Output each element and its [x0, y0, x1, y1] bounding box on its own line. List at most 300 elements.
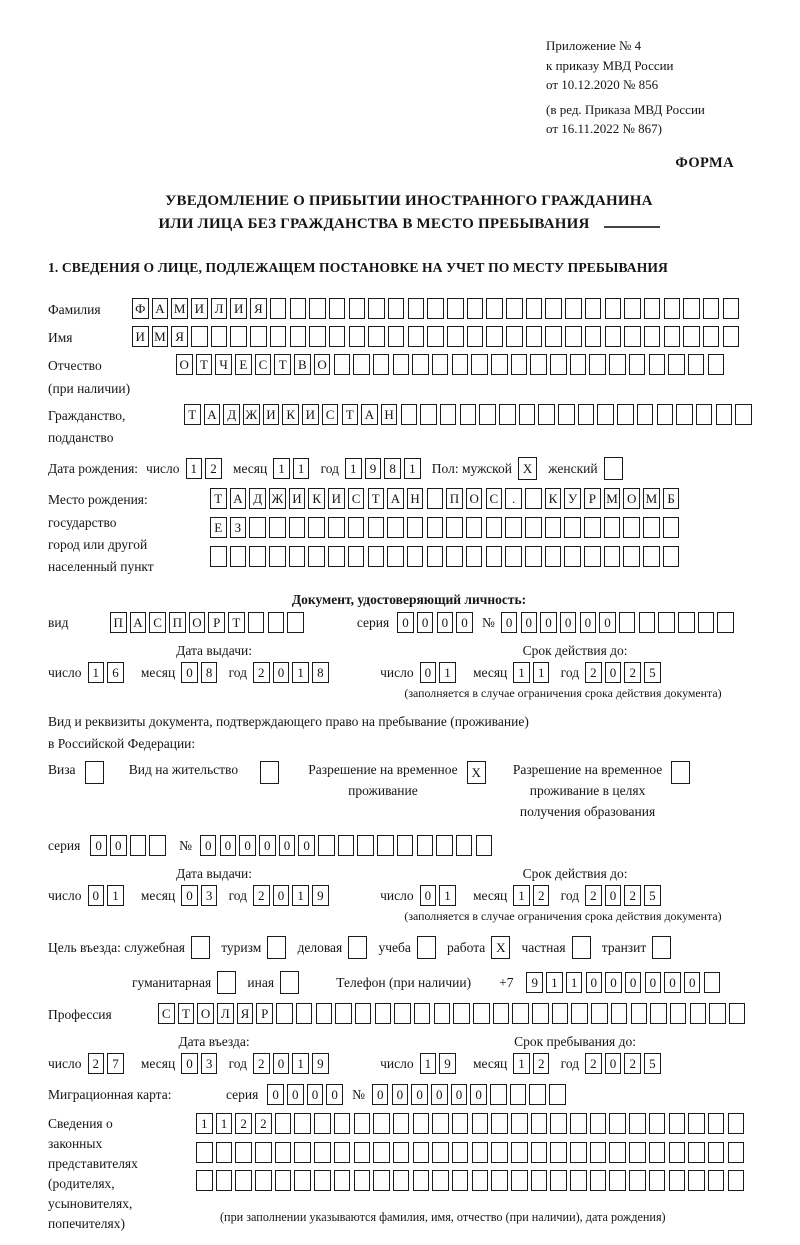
char-box[interactable]	[650, 1003, 667, 1024]
char-box[interactable]	[349, 326, 366, 347]
char-box[interactable]	[688, 354, 705, 375]
char-box[interactable]	[506, 298, 523, 319]
char-box[interactable]: 2	[533, 885, 550, 906]
char-box[interactable]	[590, 1113, 607, 1134]
char-box[interactable]	[334, 354, 351, 375]
char-box[interactable]: 1	[439, 885, 456, 906]
char-box[interactable]: 1	[513, 1053, 530, 1074]
char-box[interactable]	[511, 354, 528, 375]
char-box[interactable]: 0	[267, 1084, 284, 1105]
char-box[interactable]: 0	[392, 1084, 409, 1105]
char-box[interactable]	[708, 354, 725, 375]
char-box[interactable]	[314, 1142, 331, 1163]
char-box[interactable]	[335, 1003, 352, 1024]
char-box[interactable]: О	[314, 354, 331, 375]
char-box[interactable]: 1	[186, 458, 203, 479]
char-box[interactable]: И	[289, 488, 306, 509]
char-box[interactable]	[353, 354, 370, 375]
char-box[interactable]: 2	[624, 885, 641, 906]
char-box[interactable]	[728, 1113, 745, 1134]
char-box[interactable]	[698, 612, 715, 633]
char-box[interactable]	[211, 326, 228, 347]
char-box[interactable]	[329, 298, 346, 319]
char-box[interactable]	[609, 1113, 626, 1134]
char-box[interactable]	[275, 1170, 292, 1191]
char-box[interactable]: 0	[181, 1053, 198, 1074]
char-box[interactable]: 1	[292, 662, 309, 683]
char-box[interactable]	[505, 546, 522, 567]
char-box[interactable]	[531, 1170, 548, 1191]
char-box[interactable]	[453, 1003, 470, 1024]
char-box[interactable]: 0	[605, 662, 622, 683]
char-box[interactable]	[531, 1113, 548, 1134]
char-box[interactable]: .	[505, 488, 522, 509]
char-box[interactable]	[728, 1170, 745, 1191]
char-box[interactable]: 2	[624, 662, 641, 683]
char-box[interactable]	[631, 1003, 648, 1024]
char-box[interactable]	[669, 1170, 686, 1191]
char-box[interactable]	[355, 1003, 372, 1024]
char-box[interactable]: Р	[256, 1003, 273, 1024]
char-box[interactable]: И	[263, 404, 280, 425]
char-box[interactable]	[432, 1170, 449, 1191]
char-box[interactable]	[511, 1170, 528, 1191]
char-box[interactable]	[268, 612, 285, 633]
char-box[interactable]	[604, 517, 621, 538]
char-box[interactable]: Т	[274, 354, 291, 375]
char-box[interactable]	[472, 1142, 489, 1163]
char-box[interactable]: 0	[88, 885, 105, 906]
char-box[interactable]	[629, 1113, 646, 1134]
char-box[interactable]	[590, 1142, 607, 1163]
char-box[interactable]	[417, 936, 436, 959]
char-box[interactable]	[348, 936, 367, 959]
char-box[interactable]: И	[191, 298, 208, 319]
char-box[interactable]	[338, 835, 355, 856]
char-box[interactable]: А	[387, 488, 404, 509]
char-box[interactable]: М	[152, 326, 169, 347]
char-box[interactable]: 9	[365, 458, 382, 479]
char-box[interactable]	[407, 517, 424, 538]
char-box[interactable]	[491, 354, 508, 375]
char-box[interactable]	[334, 1113, 351, 1134]
char-box[interactable]: С	[348, 488, 365, 509]
char-box[interactable]: И	[328, 488, 345, 509]
char-box[interactable]	[499, 404, 516, 425]
char-box[interactable]: А	[130, 612, 147, 633]
char-box[interactable]	[510, 1084, 527, 1105]
char-box[interactable]: 0	[586, 972, 603, 993]
char-box[interactable]: 8	[384, 458, 401, 479]
char-box[interactable]	[605, 326, 622, 347]
char-box[interactable]	[637, 404, 654, 425]
char-box[interactable]: Р	[208, 612, 225, 633]
char-box[interactable]: С	[486, 488, 503, 509]
char-box[interactable]	[473, 1003, 490, 1024]
char-box[interactable]: С	[255, 354, 272, 375]
char-box[interactable]	[506, 326, 523, 347]
char-box[interactable]	[629, 1170, 646, 1191]
char-box[interactable]	[729, 1003, 746, 1024]
char-box[interactable]	[427, 298, 444, 319]
char-box[interactable]: 8	[201, 662, 218, 683]
char-box[interactable]: П	[169, 612, 186, 633]
char-box[interactable]: 0	[420, 662, 437, 683]
char-box[interactable]	[511, 1113, 528, 1134]
char-box[interactable]	[476, 835, 493, 856]
char-box[interactable]: И	[230, 298, 247, 319]
char-box[interactable]	[723, 326, 740, 347]
char-box[interactable]	[427, 326, 444, 347]
char-box[interactable]	[280, 971, 299, 994]
char-box[interactable]	[486, 546, 503, 567]
char-box[interactable]: В	[294, 354, 311, 375]
char-box[interactable]: 5	[644, 885, 661, 906]
char-box[interactable]	[417, 835, 434, 856]
char-box[interactable]: 0	[664, 972, 681, 993]
char-box[interactable]: Е	[235, 354, 252, 375]
char-box[interactable]	[709, 1003, 726, 1024]
char-box[interactable]	[401, 404, 418, 425]
char-box[interactable]	[532, 1003, 549, 1024]
char-box[interactable]	[570, 354, 587, 375]
char-box[interactable]: 1	[513, 885, 530, 906]
char-box[interactable]	[348, 517, 365, 538]
char-box[interactable]: 2	[585, 1053, 602, 1074]
char-box[interactable]: 6	[107, 662, 124, 683]
char-box[interactable]: О	[623, 488, 640, 509]
char-box[interactable]: Н	[381, 404, 398, 425]
char-box[interactable]: 0	[684, 972, 701, 993]
char-box[interactable]	[354, 1170, 371, 1191]
char-box[interactable]	[447, 298, 464, 319]
char-box[interactable]	[314, 1113, 331, 1134]
char-box[interactable]	[609, 354, 626, 375]
char-box[interactable]	[519, 404, 536, 425]
char-box[interactable]	[269, 517, 286, 538]
char-box[interactable]	[309, 298, 326, 319]
char-box[interactable]	[408, 298, 425, 319]
char-box[interactable]	[611, 1003, 628, 1024]
char-box[interactable]: 0	[326, 1084, 343, 1105]
char-box[interactable]	[375, 1003, 392, 1024]
char-box[interactable]: 0	[540, 612, 557, 633]
char-box[interactable]: А	[230, 488, 247, 509]
char-box[interactable]	[639, 612, 656, 633]
char-box[interactable]	[289, 546, 306, 567]
char-box[interactable]	[269, 546, 286, 567]
char-box[interactable]: 2	[253, 662, 270, 683]
char-box[interactable]	[703, 298, 720, 319]
char-box[interactable]: 2	[533, 1053, 550, 1074]
char-box[interactable]: 0	[200, 835, 217, 856]
char-box[interactable]: 9	[526, 972, 543, 993]
char-box[interactable]	[267, 936, 286, 959]
char-box[interactable]	[624, 298, 641, 319]
char-box[interactable]: Ф	[132, 298, 149, 319]
char-box[interactable]	[270, 298, 287, 319]
char-box[interactable]	[275, 1113, 292, 1134]
char-box[interactable]	[572, 936, 591, 959]
char-box[interactable]	[589, 354, 606, 375]
char-box[interactable]: 1	[513, 662, 530, 683]
char-box[interactable]: 0	[273, 662, 290, 683]
char-box[interactable]	[373, 1170, 390, 1191]
char-box[interactable]	[570, 1170, 587, 1191]
char-box[interactable]	[210, 546, 227, 567]
char-box[interactable]: 2	[88, 1053, 105, 1074]
char-box[interactable]: 0	[605, 885, 622, 906]
char-box[interactable]	[669, 1142, 686, 1163]
char-box[interactable]: О	[176, 354, 193, 375]
char-box[interactable]: 0	[580, 612, 597, 633]
char-box[interactable]	[688, 1113, 705, 1134]
char-box[interactable]	[550, 1113, 567, 1134]
char-box[interactable]: Б	[663, 488, 680, 509]
char-box[interactable]	[191, 326, 208, 347]
char-box[interactable]: 5	[644, 1053, 661, 1074]
char-box[interactable]	[565, 298, 582, 319]
char-box[interactable]: 0	[287, 1084, 304, 1105]
char-box[interactable]	[235, 1142, 252, 1163]
char-box[interactable]: 0	[501, 612, 518, 633]
char-box[interactable]: Т	[368, 488, 385, 509]
char-box[interactable]	[609, 1170, 626, 1191]
char-box[interactable]	[397, 835, 414, 856]
char-box[interactable]	[216, 1170, 233, 1191]
char-box[interactable]: 1	[273, 458, 290, 479]
char-box[interactable]: Д	[223, 404, 240, 425]
char-box[interactable]	[723, 298, 740, 319]
char-box[interactable]	[545, 517, 562, 538]
char-box[interactable]	[294, 1170, 311, 1191]
char-box[interactable]	[446, 546, 463, 567]
char-box[interactable]: Л	[211, 298, 228, 319]
char-box[interactable]: М	[604, 488, 621, 509]
char-box[interactable]: Н	[407, 488, 424, 509]
char-box[interactable]	[354, 1113, 371, 1134]
char-box[interactable]: 1	[533, 662, 550, 683]
char-box[interactable]: 9	[312, 885, 329, 906]
char-box[interactable]: 5	[644, 662, 661, 683]
char-box[interactable]	[130, 835, 147, 856]
char-box[interactable]: А	[204, 404, 221, 425]
char-box[interactable]	[387, 517, 404, 538]
char-box[interactable]	[649, 1142, 666, 1163]
char-box[interactable]: 0	[521, 612, 538, 633]
char-box[interactable]	[471, 354, 488, 375]
char-box[interactable]	[249, 517, 266, 538]
char-box[interactable]	[196, 1170, 213, 1191]
char-box[interactable]	[652, 936, 671, 959]
char-box[interactable]	[529, 1084, 546, 1105]
char-box[interactable]	[472, 1170, 489, 1191]
char-box[interactable]	[704, 972, 721, 993]
char-box[interactable]	[479, 404, 496, 425]
char-box[interactable]	[388, 326, 405, 347]
char-box[interactable]: 1	[345, 458, 362, 479]
char-box[interactable]	[564, 517, 581, 538]
char-box[interactable]	[511, 1142, 528, 1163]
char-box[interactable]	[334, 1142, 351, 1163]
char-box[interactable]	[309, 326, 326, 347]
char-box[interactable]: 0	[560, 612, 577, 633]
char-box[interactable]	[446, 517, 463, 538]
char-box[interactable]	[668, 354, 685, 375]
char-box[interactable]	[570, 1113, 587, 1134]
char-box[interactable]	[623, 517, 640, 538]
char-box[interactable]	[604, 457, 623, 480]
char-box[interactable]	[149, 835, 166, 856]
char-box[interactable]	[472, 1113, 489, 1134]
char-box[interactable]	[490, 1084, 507, 1105]
char-box[interactable]	[393, 1142, 410, 1163]
char-box[interactable]	[216, 1142, 233, 1163]
char-box[interactable]: 0	[298, 835, 315, 856]
char-box[interactable]	[717, 612, 734, 633]
char-box[interactable]: 9	[439, 1053, 456, 1074]
char-box[interactable]	[558, 404, 575, 425]
char-box[interactable]	[354, 1142, 371, 1163]
char-box[interactable]	[545, 546, 562, 567]
char-box[interactable]	[578, 404, 595, 425]
char-box[interactable]	[570, 1142, 587, 1163]
char-box[interactable]: 0	[273, 885, 290, 906]
char-box[interactable]	[703, 326, 720, 347]
char-box[interactable]: С	[158, 1003, 175, 1024]
char-box[interactable]	[393, 354, 410, 375]
char-box[interactable]: 1	[196, 1113, 213, 1134]
char-box[interactable]	[427, 488, 444, 509]
char-box[interactable]: А	[361, 404, 378, 425]
char-box[interactable]: Ж	[269, 488, 286, 509]
char-box[interactable]: Т	[210, 488, 227, 509]
char-box[interactable]	[255, 1170, 272, 1191]
char-box[interactable]	[191, 936, 210, 959]
char-box[interactable]: М	[643, 488, 660, 509]
char-box[interactable]: Ч	[215, 354, 232, 375]
char-box[interactable]: Ж	[243, 404, 260, 425]
char-box[interactable]	[696, 404, 713, 425]
char-box[interactable]	[708, 1170, 725, 1191]
char-box[interactable]	[276, 1003, 293, 1024]
char-box[interactable]: Т	[178, 1003, 195, 1024]
char-box[interactable]: 0	[181, 662, 198, 683]
char-box[interactable]: У	[564, 488, 581, 509]
char-box[interactable]: Т	[228, 612, 245, 633]
char-box[interactable]	[624, 326, 641, 347]
char-box[interactable]: 2	[255, 1113, 272, 1134]
char-box[interactable]	[290, 326, 307, 347]
char-box[interactable]	[525, 517, 542, 538]
char-box[interactable]: 8	[312, 662, 329, 683]
char-box[interactable]	[545, 326, 562, 347]
char-box[interactable]	[657, 404, 674, 425]
char-box[interactable]: 0	[417, 612, 434, 633]
char-box[interactable]	[368, 546, 385, 567]
char-box[interactable]	[663, 546, 680, 567]
char-box[interactable]: К	[308, 488, 325, 509]
char-box[interactable]	[683, 298, 700, 319]
char-box[interactable]	[664, 326, 681, 347]
char-box[interactable]: 2	[253, 1053, 270, 1074]
char-box[interactable]: 0	[599, 612, 616, 633]
char-box[interactable]	[617, 404, 634, 425]
char-box[interactable]: 2	[205, 458, 222, 479]
char-box[interactable]	[447, 326, 464, 347]
char-box[interactable]	[605, 298, 622, 319]
char-box[interactable]	[308, 546, 325, 567]
char-box[interactable]: 0	[420, 885, 437, 906]
char-box[interactable]	[565, 326, 582, 347]
char-box[interactable]	[452, 354, 469, 375]
char-box[interactable]	[604, 546, 621, 567]
char-box[interactable]	[427, 546, 444, 567]
char-box[interactable]	[716, 404, 733, 425]
char-box[interactable]: Л	[217, 1003, 234, 1024]
char-box[interactable]	[413, 1142, 430, 1163]
char-box[interactable]	[591, 1003, 608, 1024]
char-box[interactable]: И	[132, 326, 149, 347]
char-box[interactable]: 7	[107, 1053, 124, 1074]
char-box[interactable]: 2	[585, 662, 602, 683]
char-box[interactable]	[597, 404, 614, 425]
char-box[interactable]	[688, 1170, 705, 1191]
char-box[interactable]: 2	[585, 885, 602, 906]
char-box[interactable]	[230, 546, 247, 567]
char-box[interactable]	[585, 326, 602, 347]
char-box[interactable]: X	[491, 936, 510, 959]
char-box[interactable]: О	[466, 488, 483, 509]
char-box[interactable]	[493, 1003, 510, 1024]
char-box[interactable]: 2	[235, 1113, 252, 1134]
char-box[interactable]: 0	[307, 1084, 324, 1105]
char-box[interactable]	[460, 404, 477, 425]
char-box[interactable]	[434, 1003, 451, 1024]
char-box[interactable]	[368, 298, 385, 319]
char-box[interactable]	[408, 326, 425, 347]
char-box[interactable]	[387, 546, 404, 567]
char-box[interactable]	[432, 1142, 449, 1163]
char-box[interactable]: З	[230, 517, 247, 538]
char-box[interactable]	[393, 1170, 410, 1191]
char-box[interactable]	[708, 1113, 725, 1134]
char-box[interactable]	[357, 835, 374, 856]
char-box[interactable]: 0	[411, 1084, 428, 1105]
char-box[interactable]: 0	[431, 1084, 448, 1105]
char-box[interactable]: 0	[456, 612, 473, 633]
char-box[interactable]	[530, 354, 547, 375]
char-box[interactable]	[318, 835, 335, 856]
char-box[interactable]	[250, 326, 267, 347]
char-box[interactable]	[349, 298, 366, 319]
char-box[interactable]: А	[152, 298, 169, 319]
char-box[interactable]: Д	[249, 488, 266, 509]
char-box[interactable]	[377, 835, 394, 856]
char-box[interactable]: 0	[372, 1084, 389, 1105]
char-box[interactable]: 0	[605, 1053, 622, 1074]
char-box[interactable]	[412, 354, 429, 375]
char-box[interactable]: 1	[546, 972, 563, 993]
char-box[interactable]	[550, 1142, 567, 1163]
char-box[interactable]	[329, 326, 346, 347]
char-box[interactable]	[644, 326, 661, 347]
char-box[interactable]	[491, 1142, 508, 1163]
char-box[interactable]	[452, 1113, 469, 1134]
char-box[interactable]: К	[282, 404, 299, 425]
char-box[interactable]	[571, 1003, 588, 1024]
char-box[interactable]	[708, 1142, 725, 1163]
